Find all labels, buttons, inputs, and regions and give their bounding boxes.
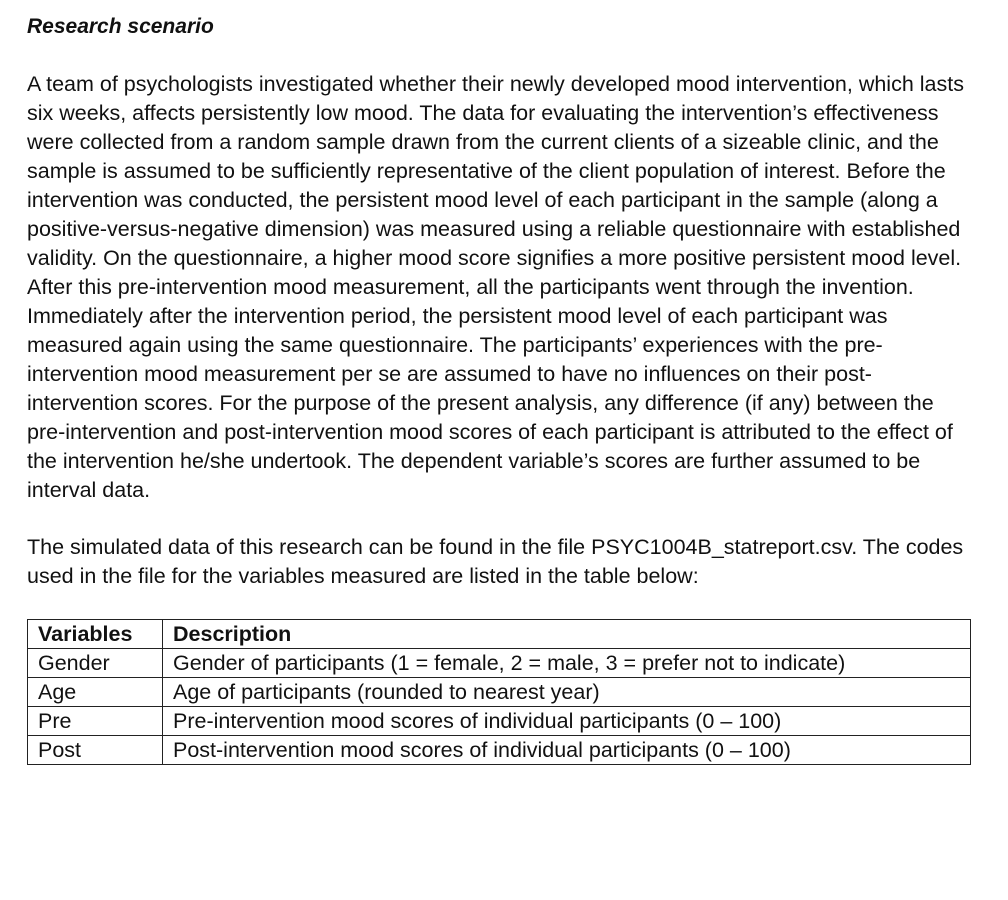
table-row: [28, 707, 971, 736]
variable-code: Pre: [28, 707, 163, 736]
table-header-row: [28, 620, 971, 649]
data-file-paragraph: The simulated data of this research can be found in the file PSYC1004B_statreport.csv. The codes used in the file for the variables measured are listed in the table below:: [27, 535, 964, 588]
variable-code: Gender: [28, 649, 163, 678]
variable-description: Age of participants (rounded to nearest year): [163, 678, 971, 707]
variable-code: Post: [28, 736, 163, 765]
scenario-paragraph: A team of psychologists investigated whether their newly developed mood intervention, which lasts six weeks, affects persistently low mood. The data for evaluating the intervention’s effectiveness were collected from a random sample drawn from the current clients of a sizeable clinic, and the sample is assumed to be sufficiently representative of the client population of interest. Before the intervention was conducted, the persistent mood level of each participant in the sample (along a positive-versus-negative dimension) was measured using a reliable questionnaire with established validity. On the questionnaire, a higher mood score signifies a more positive persistent mood level. After this pre-intervention mood measurement, all the participants went through the invention. Immediately after the intervention period, the persistent mood level of each participant was measured again using the same questionnaire. The participants’ experiences with the pre-intervention mood measurement per se are assumed to have no influences on their post-intervention scores. For the purpose of the present analysis, any difference (if any) between the pre-intervention and post-intervention mood scores of each participant is attributed to the effect of the intervention he/she undertook. The dependent variable’s scores are further assumed to be interval data.: [27, 72, 964, 502]
document-page: [27, 12, 977, 765]
variables-table: [27, 619, 971, 765]
variable-description: Pre-intervention mood scores of individual participants (0 – 100): [163, 707, 971, 736]
header-variables: Variables: [28, 620, 163, 649]
section-heading: Research scenario: [27, 15, 214, 38]
variable-description: Gender of participants (1 = female, 2 = male, 3 = prefer not to indicate): [163, 649, 971, 678]
table-row: [28, 649, 971, 678]
variable-code: Age: [28, 678, 163, 707]
header-description: Description: [163, 620, 971, 649]
variable-description: Post-intervention mood scores of individual participants (0 – 100): [163, 736, 971, 765]
table-row: [28, 736, 971, 765]
table-row: [28, 678, 971, 707]
